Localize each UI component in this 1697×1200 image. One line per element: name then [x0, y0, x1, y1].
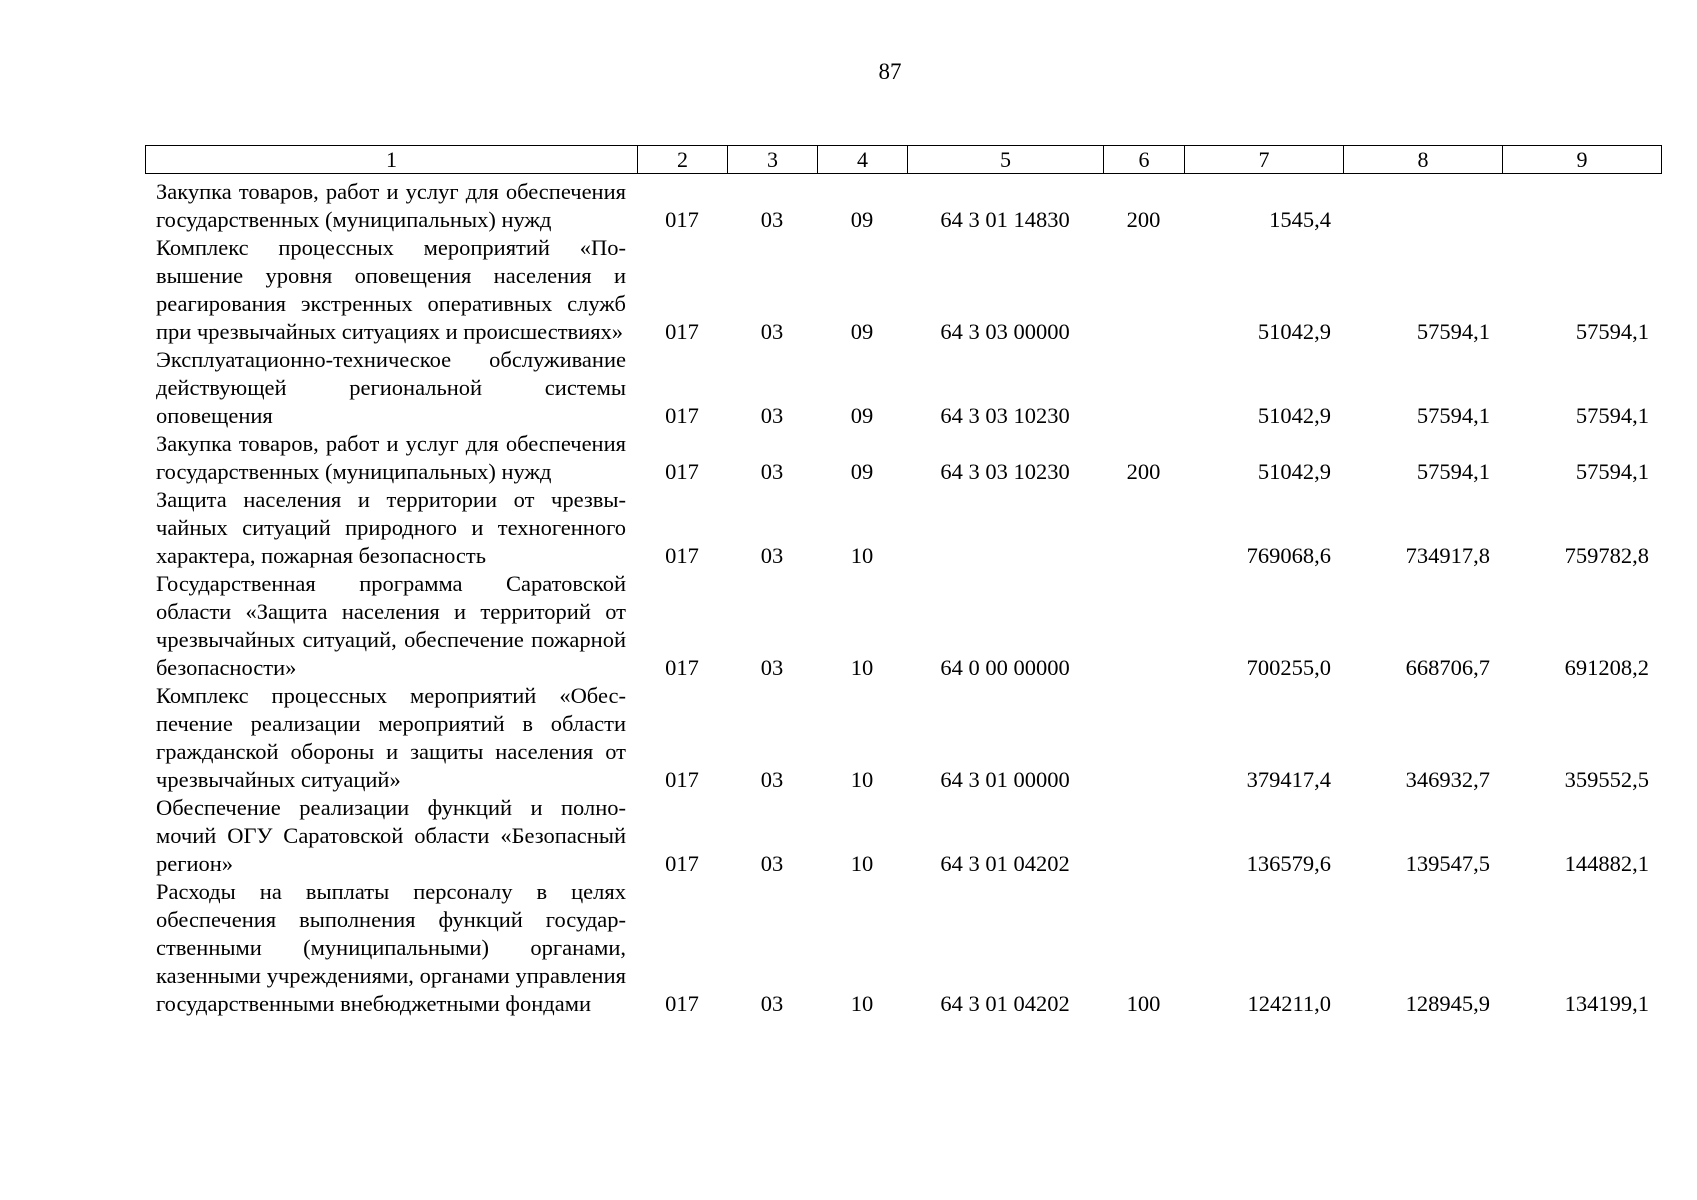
table-row: [145, 486, 1661, 570]
table-row: [145, 794, 1661, 878]
cell-col-2: 017: [665, 319, 699, 344]
cell-col-5: [907, 486, 1103, 570]
cell-col-8: 57594,1: [1416, 459, 1490, 484]
cell-col-3: 03: [760, 851, 784, 876]
table-row: [145, 178, 1661, 234]
cell-col-7: 124211,0: [1247, 991, 1331, 1016]
cell-col-2: 017: [665, 767, 699, 792]
cell-col-7: 769068,6: [1246, 543, 1331, 568]
cell-col-8: [1343, 178, 1502, 234]
cell-col-4: 10: [850, 543, 874, 568]
row-name: Комплекс процессных мероприятий «Повышение уровня оповещения населения и реагирования экстренных оперативных служб при чрезвычайных ситуациях и происшествиях»: [156, 235, 626, 344]
row-name: Эксплуатационно-техническое обслуживание действующей региональной системы оповещения: [156, 347, 626, 428]
cell-col-6: 100: [1126, 991, 1161, 1016]
header-col-1: 1: [146, 146, 638, 174]
header-col-4: 4: [818, 146, 908, 174]
cell-col-3: 03: [760, 767, 784, 792]
table-row: [145, 430, 1661, 486]
header-col-8: 8: [1344, 146, 1503, 174]
row-name: Закупка товаров, работ и услуг для обеспечения государственных (муниципальных) нужд: [156, 431, 626, 484]
row-name: Государственная программа Саратовской области «Защита населения и территорий от чрезвычайных ситуаций, обеспечение пожарной безопасности»: [156, 571, 626, 680]
cell-col-4: 10: [850, 991, 874, 1016]
cell-col-7: 51042,9: [1257, 403, 1331, 428]
cell-col-6: 200: [1126, 207, 1161, 232]
cell-col-2: 017: [665, 851, 699, 876]
cell-col-9: 144882,1: [1564, 851, 1649, 876]
row-name: Обеспечение реализации функций и полномочий ОГУ Саратовской области «Безопасный регион»: [156, 795, 626, 876]
cell-col-5: 64 3 01 00000: [940, 767, 1070, 792]
header-col-5: 5: [908, 146, 1104, 174]
cell-col-9: [1502, 178, 1661, 234]
cell-col-9: 691208,2: [1564, 655, 1649, 680]
header-col-3: 3: [728, 146, 818, 174]
cell-col-4: 10: [850, 767, 874, 792]
cell-col-2: 017: [665, 403, 699, 428]
cell-col-9: 57594,1: [1575, 459, 1649, 484]
cell-col-2: 017: [665, 459, 699, 484]
cell-col-8: 128945,9: [1405, 991, 1490, 1016]
cell-col-8: 57594,1: [1416, 403, 1490, 428]
header-col-9: 9: [1503, 146, 1662, 174]
cell-col-4: 09: [850, 319, 874, 344]
cell-col-8: 57594,1: [1416, 319, 1490, 344]
cell-col-7: 379417,4: [1246, 767, 1331, 792]
row-name: Закупка товаров, работ и услуг для обеспечения государственных (муниципальных) нужд: [156, 179, 626, 232]
cell-col-3: 03: [760, 655, 784, 680]
cell-col-2: 017: [665, 991, 699, 1016]
cell-col-6: [1103, 234, 1184, 346]
cell-col-3: 03: [760, 207, 784, 232]
cell-col-9: 57594,1: [1575, 319, 1649, 344]
cell-col-9: 57594,1: [1575, 403, 1649, 428]
table-row: [145, 346, 1661, 430]
cell-col-3: 03: [760, 403, 784, 428]
header-col-2: 2: [638, 146, 728, 174]
table-row: [145, 682, 1661, 794]
table-row: [145, 234, 1661, 346]
cell-col-7: 51042,9: [1257, 319, 1331, 344]
cell-col-4: 09: [850, 459, 874, 484]
cell-col-3: 03: [760, 319, 784, 344]
cell-col-2: 017: [665, 207, 699, 232]
cell-col-5: 64 0 00 00000: [940, 655, 1070, 680]
header-row: [146, 146, 1662, 174]
table-row: [145, 878, 1661, 1018]
row-name: Расходы на выплаты персоналу в целях обеспечения выполнения функций государственными (муниципальными) органами, казенными учреждениями, органами управления государственными внебюджетными фондами: [156, 879, 626, 1016]
row-name: Комплекс процессных мероприятий «Обеспечение реализации мероприятий в области гражданской обороны и защиты населения от чрезвычайных ситуаций»: [156, 683, 626, 792]
cell-col-8: 346932,7: [1405, 767, 1490, 792]
row-name: Защита населения и территории от чрезвычайных ситуаций природного и техногенного характера, пожарная безопасность: [156, 487, 626, 568]
cell-col-5: 64 3 01 04202: [940, 851, 1070, 876]
cell-col-5: 64 3 03 00000: [940, 319, 1070, 344]
cell-col-3: 03: [760, 459, 784, 484]
cell-col-5: 64 3 03 10230: [940, 403, 1070, 428]
cell-col-8: 139547,5: [1405, 851, 1490, 876]
budget-table: [145, 178, 1661, 1018]
cell-col-9: 359552,5: [1564, 767, 1649, 792]
column-header-table: [145, 145, 1662, 174]
cell-col-3: 03: [760, 543, 784, 568]
cell-col-4: 10: [850, 851, 874, 876]
header-col-6: 6: [1104, 146, 1185, 174]
cell-col-7: 51042,9: [1257, 459, 1331, 484]
cell-col-6: [1103, 486, 1184, 570]
cell-col-3: 03: [760, 991, 784, 1016]
cell-col-9: 134199,1: [1564, 991, 1649, 1016]
cell-col-7: 1545,4: [1269, 207, 1331, 232]
table-row: [145, 570, 1661, 682]
cell-col-4: 09: [850, 207, 874, 232]
cell-col-6: [1103, 682, 1184, 794]
cell-col-5: 64 3 03 10230: [940, 459, 1070, 484]
cell-col-7: 700255,0: [1246, 655, 1331, 680]
cell-col-2: 017: [665, 543, 699, 568]
cell-col-9: 759782,8: [1564, 543, 1649, 568]
cell-col-6: [1103, 570, 1184, 682]
cell-col-2: 017: [665, 655, 699, 680]
cell-col-8: 734917,8: [1405, 543, 1490, 568]
cell-col-7: 136579,6: [1246, 851, 1331, 876]
cell-col-8: 668706,7: [1405, 655, 1490, 680]
cell-col-6: 200: [1126, 459, 1161, 484]
cell-col-6: [1103, 346, 1184, 430]
header-col-7: 7: [1185, 146, 1344, 174]
cell-col-4: 09: [850, 403, 874, 428]
page-number: 87: [878, 59, 902, 84]
cell-col-5: 64 3 01 14830: [940, 207, 1070, 232]
cell-col-5: 64 3 01 04202: [940, 991, 1070, 1016]
cell-col-4: 10: [850, 655, 874, 680]
cell-col-6: [1103, 794, 1184, 878]
